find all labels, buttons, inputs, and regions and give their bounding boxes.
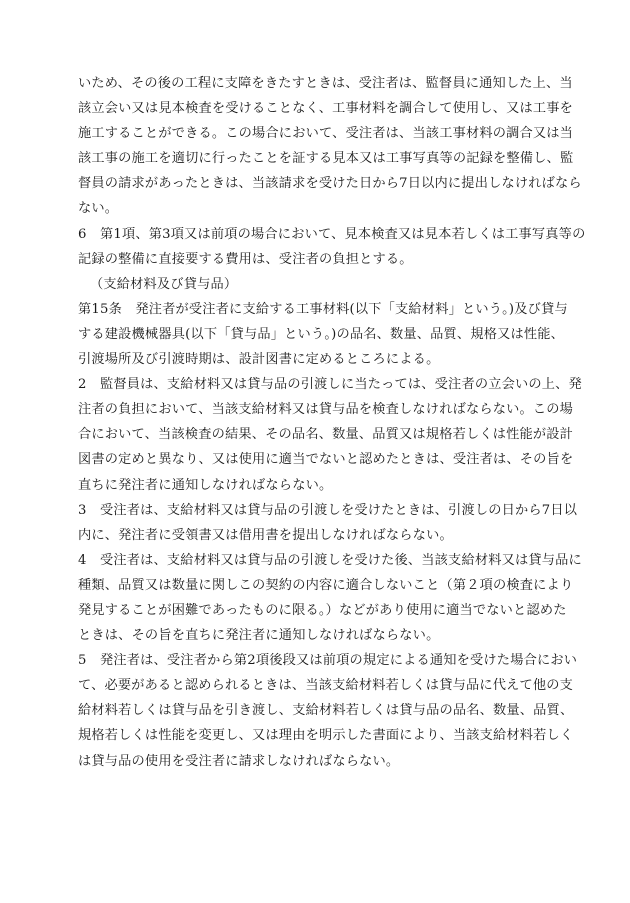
text-line: 第15条 発注者が受注者に支給する工事材料(以下「支給材料」という。)及び貸与 xyxy=(78,301,568,317)
text-line: する建設機械器具(以下「貸与品」という。)の品名、数量、品質、規格又は性能、 xyxy=(78,326,565,342)
text-line: 4 受注者は、支給材料又は貸与品の引渡しを受けた後、当該支給材料又は貸与品に xyxy=(78,552,582,568)
document-page xyxy=(78,71,586,774)
paragraph-article-15-clause-1 xyxy=(78,297,568,372)
text-line: 記録の整備に直接要する費用は、受注者の負担とする。 xyxy=(78,251,413,267)
text-line: 6 第1項、第3項又は前項の場合において、見本検査又は見本若しくは工事写真等の xyxy=(78,226,586,242)
text-line: 3 受注者は、支給材料又は貸与品の引渡しを受けたときは、引渡しの日から7日以 xyxy=(78,502,578,518)
text-line: 5 発注者は、受注者から第2項後段又は前項の規定による通知を受けた場合におい xyxy=(78,653,578,669)
text-line: 督員の請求があったときは、当該請求を受けた日から7日以内に提出しなければなら xyxy=(78,176,582,192)
text-line: 種類、品質又は数量に関しこの契約の内容に適合しないこと（第２項の検査により xyxy=(78,577,574,593)
text-line: て、必要があると認められるときは、当該支給材料若しくは貸与品に代えて他の支 xyxy=(78,678,574,694)
text-line: いため、その後の工程に支障をきたすときは、受注者は、監督員に通知した上、当 xyxy=(78,76,573,91)
text-line: 合において、当該検査の結果、その品名、数量、品質又は規格若しくは性能が設計 xyxy=(78,427,574,443)
text-line: 規格若しくは性能を変更し、又は理由を明示した書面により、当該支給材料若しく xyxy=(78,728,574,744)
paragraph-article-14-clause-5-continuation xyxy=(78,71,582,222)
text-line: ない。 xyxy=(78,201,119,217)
text-line: 給材料若しくは貸与品を引き渡し、支給材料若しくは貸与品の品名、数量、品質、 xyxy=(78,703,574,719)
text-line: 2 監督員は、支給材料又は貸与品の引渡しに当たっては、受注者の立会いの上、発 xyxy=(78,377,582,393)
paragraph-article-15-clause-5 xyxy=(78,648,578,773)
text-line: 直ちに発注者に通知しなければならない。 xyxy=(78,477,333,493)
text-line: 該工事の施工を適切に行ったことを証する見本又は工事写真等の記録を整備し、監 xyxy=(78,151,574,167)
paragraph-article-15-clause-2 xyxy=(78,372,582,497)
text-line: 発見することが困難であったものに限る。）などがあり使用に適当でないと認めた xyxy=(78,602,567,618)
section-heading: （支給材料及び貸与品） xyxy=(90,276,238,292)
text-line: は貸与品の使用を受注者に請求しなければならない。 xyxy=(78,753,400,769)
text-line: 内に、発注者に受領書又は借用書を提出しなければならない。 xyxy=(78,527,453,543)
text-line: 引渡場所及び引渡時期は、設計図書に定めるところによる。 xyxy=(78,352,440,368)
paragraph-article-15-clause-4 xyxy=(78,548,582,648)
paragraph-article-15-clause-3 xyxy=(78,498,578,548)
text-line: 注者の負担において、当該支給材料又は貸与品を検査しなければならない。この場 xyxy=(78,402,574,418)
text-line: 該立会い又は見本検査を受けることなく、工事材料を調合して使用し、又は工事を xyxy=(78,101,574,117)
article-15-heading xyxy=(78,272,556,297)
text-line: ときは、その旨を直ちに発注者に通知しなければならない。 xyxy=(78,628,440,644)
paragraph-article-14-clause-6 xyxy=(78,222,586,272)
text-line: 図書の定めと異なり、又は使用に適当でないと認めたときは、受注者は、その旨を xyxy=(78,452,574,468)
text-line: 施工することができる。この場合において、受注者は、当該工事材料の調合又は当 xyxy=(78,126,574,142)
